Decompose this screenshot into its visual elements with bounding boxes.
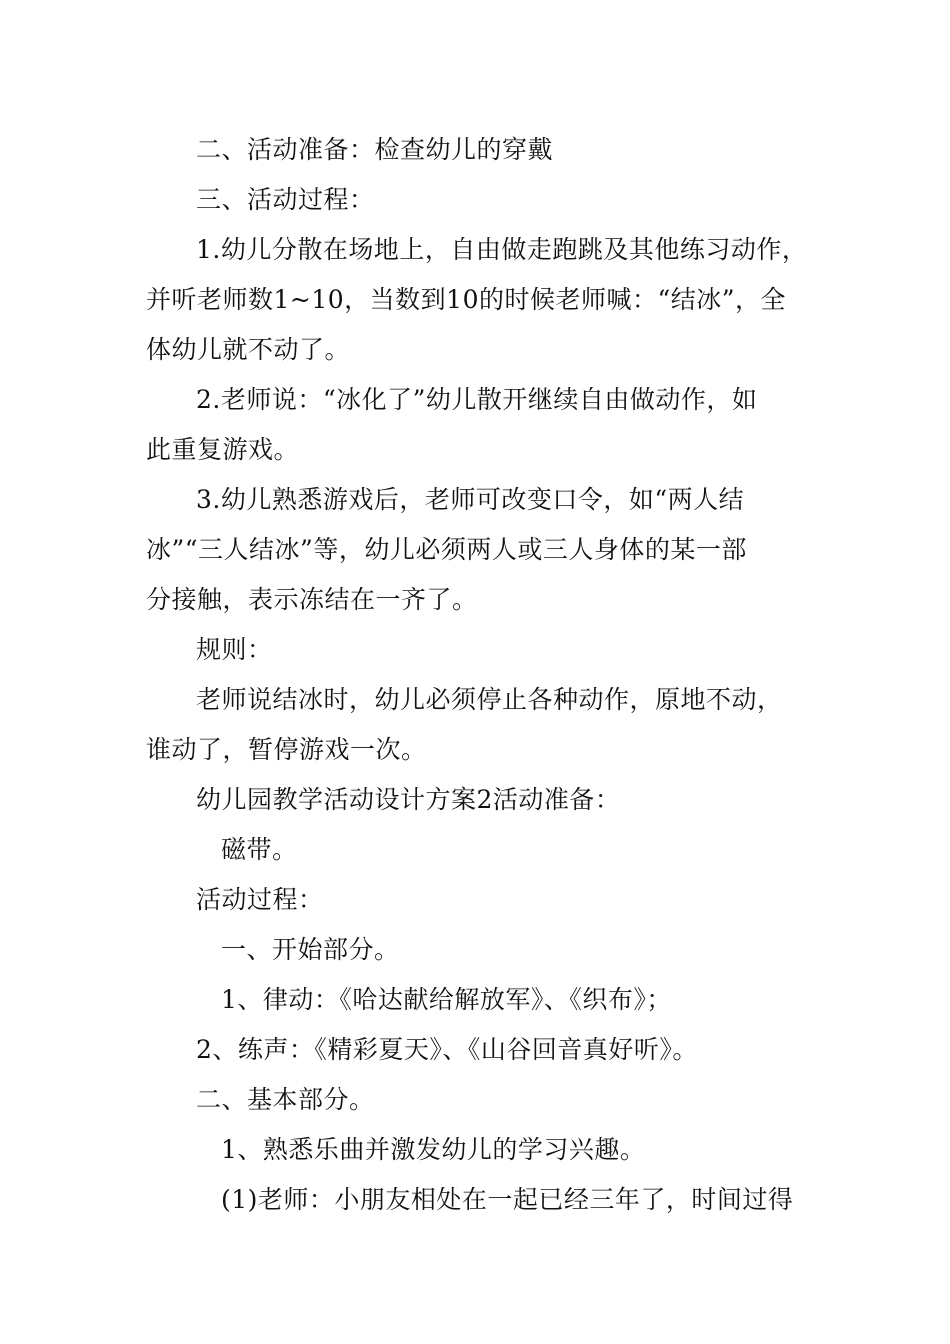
text-line: 1、熟悉乐曲并激发幼儿的学习兴趣。 <box>221 1135 646 1164</box>
text-line: 3.幼儿熟悉游戏后，老师可改变口令，如“两人结 <box>196 485 745 514</box>
text-line: 体幼儿就不动了。 <box>146 335 351 364</box>
text-line: 一、开始部分。 <box>221 935 400 964</box>
text-line: 冰”“三人结冰”等，幼儿必须两人或三人身体的某一部 <box>146 535 747 564</box>
text-line: 2.老师说：“冰化了”幼儿散开继续自由做动作，如 <box>196 385 758 414</box>
text-line: 幼儿园教学活动设计方案2活动准备： <box>196 785 621 814</box>
text-line: 磁带。 <box>221 835 298 864</box>
text-line: 分接触，表示冻结在一齐了。 <box>146 585 478 614</box>
text-line: 老师说结冰时，幼儿必须停止各种动作，原地不动， <box>196 685 783 714</box>
text-line: 二、活动准备：检查幼儿的穿戴 <box>196 135 554 164</box>
text-line: (1)老师：小朋友相处在一起已经三年了，时间过得 <box>221 1185 794 1214</box>
text-line: 规则： <box>196 635 273 664</box>
text-line: 此重复游戏。 <box>146 435 300 464</box>
text-line: 1、律动：《哈达献给解放军》、《织布》； <box>221 985 672 1014</box>
text-line: 并听老师数1~10，当数到10的时候老师喊：“结冰”，全 <box>146 285 787 314</box>
text-line: 二、基本部分。 <box>196 1085 375 1114</box>
text-line: 1.幼儿分散在场地上，自由做走跑跳及其他练习动作， <box>196 235 808 264</box>
text-line: 2、练声：《精彩夏天》、《山谷回音真好听》。 <box>196 1035 698 1064</box>
text-line: 活动过程： <box>196 885 324 914</box>
text-line: 谁动了，暂停游戏一次。 <box>146 735 427 764</box>
text-line: 三、活动过程： <box>196 185 375 214</box>
